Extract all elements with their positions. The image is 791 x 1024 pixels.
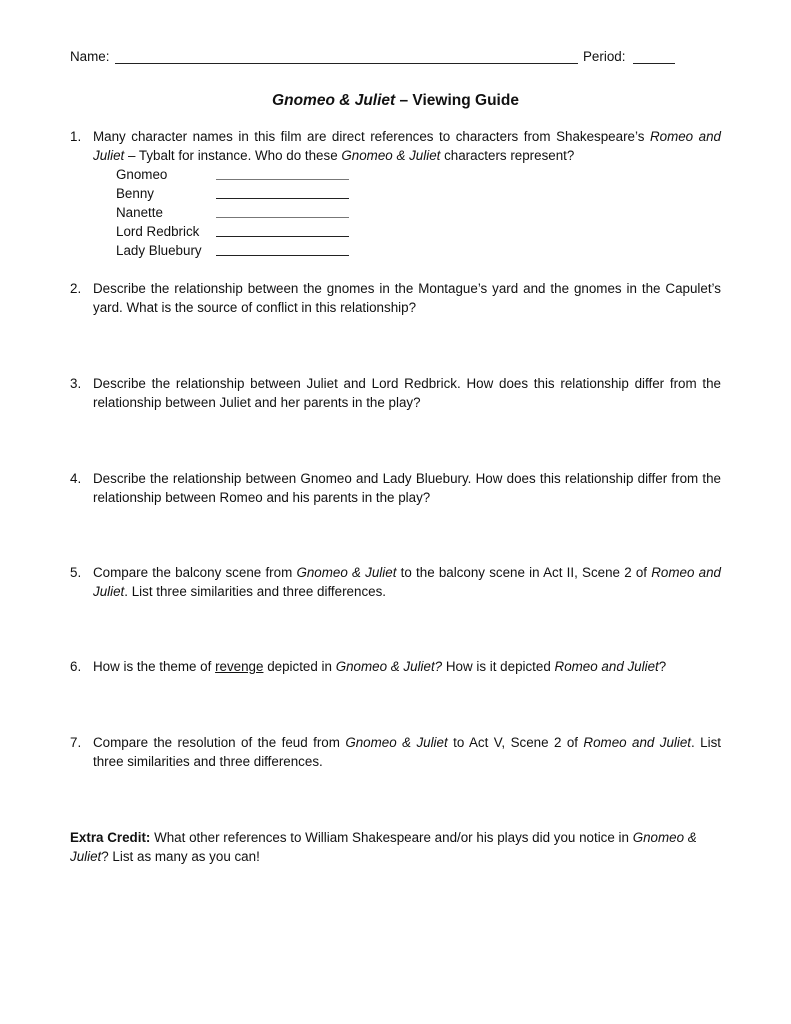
question-text: Describe the relationship between Juliet and Lord Redbrick. How does this relationship differ from the relationship between Juliet and her parents in the play? bbox=[93, 376, 721, 410]
character-row bbox=[116, 184, 376, 203]
answer-blank[interactable] bbox=[216, 255, 349, 256]
question-text: Compare the resolution of the feud from Gnomeo & Juliet to Act V, Scene 2 of Romeo and Juliet. List three similarities and three differences. bbox=[93, 735, 722, 769]
answer-blank[interactable] bbox=[216, 198, 349, 199]
character-row bbox=[116, 203, 376, 222]
answer-blank[interactable] bbox=[216, 179, 349, 180]
question-number: 2. bbox=[70, 281, 82, 296]
question-number: 4. bbox=[70, 471, 82, 486]
question-number: 7. bbox=[70, 735, 82, 750]
question-number: 1. bbox=[70, 129, 82, 144]
question-text: Many character names in this film are direct references to characters from Shakespeare’s Romeo and Juliet – Tybalt for instance. Who do these Gnomeo & Juliet characters represent? bbox=[93, 129, 721, 163]
question-2 bbox=[70, 279, 721, 317]
question-1 bbox=[70, 127, 721, 165]
character-row bbox=[116, 241, 376, 260]
question-number: 5. bbox=[70, 565, 82, 580]
student-header bbox=[70, 47, 676, 66]
character-name: Lord Redbrick bbox=[116, 224, 200, 239]
extra-credit-label: Extra Credit: bbox=[70, 830, 151, 845]
character-name: Benny bbox=[116, 186, 154, 201]
question-text: How is the theme of revenge depicted in Gnomeo & Juliet? How is it depicted Romeo and Juliet? bbox=[93, 659, 667, 674]
question-text: Describe the relationship between Gnomeo and Lady Bluebury. How does this relationship differ from the relationship between Romeo and his parents in the play? bbox=[93, 471, 721, 505]
character-row bbox=[116, 222, 376, 241]
question-4 bbox=[70, 469, 721, 507]
character-name: Lady Bluebury bbox=[116, 243, 202, 258]
name-field[interactable] bbox=[115, 63, 578, 64]
question-text: Compare the balcony scene from Gnomeo & Juliet to the balcony scene in Act II, Scene 2 of Romeo and Juliet. List three similarities and three differences. bbox=[93, 565, 721, 599]
character-row bbox=[116, 165, 376, 184]
title-film-name: Gnomeo & Juliet bbox=[272, 92, 396, 109]
question-number: 3. bbox=[70, 376, 82, 391]
question-text: Describe the relationship between the gnomes in the Montague’s yard and the gnomes in the Capulet’s yard. What is the source of conflict in this relationship? bbox=[93, 281, 721, 315]
page-title bbox=[0, 91, 791, 111]
character-name: Gnomeo bbox=[116, 167, 168, 182]
character-name: Nanette bbox=[116, 205, 163, 220]
question-number: 6. bbox=[70, 659, 82, 674]
name-label: Name: bbox=[70, 49, 110, 64]
underlined-word: revenge bbox=[215, 659, 264, 674]
period-label: Period: bbox=[583, 49, 626, 64]
answer-blank[interactable] bbox=[216, 217, 349, 218]
question-5 bbox=[70, 563, 721, 601]
period-field[interactable] bbox=[633, 63, 675, 64]
extra-credit: Extra Credit: What other references to William Shakespeare and/or his plays did you notice in Gnomeo & Juliet? List as many as you can! bbox=[70, 830, 697, 864]
answer-blank[interactable] bbox=[216, 236, 349, 237]
question-3 bbox=[70, 374, 721, 412]
title-rest: – Viewing Guide bbox=[395, 92, 519, 109]
question-7 bbox=[70, 733, 721, 771]
question-6 bbox=[70, 657, 721, 676]
character-list bbox=[116, 165, 376, 260]
